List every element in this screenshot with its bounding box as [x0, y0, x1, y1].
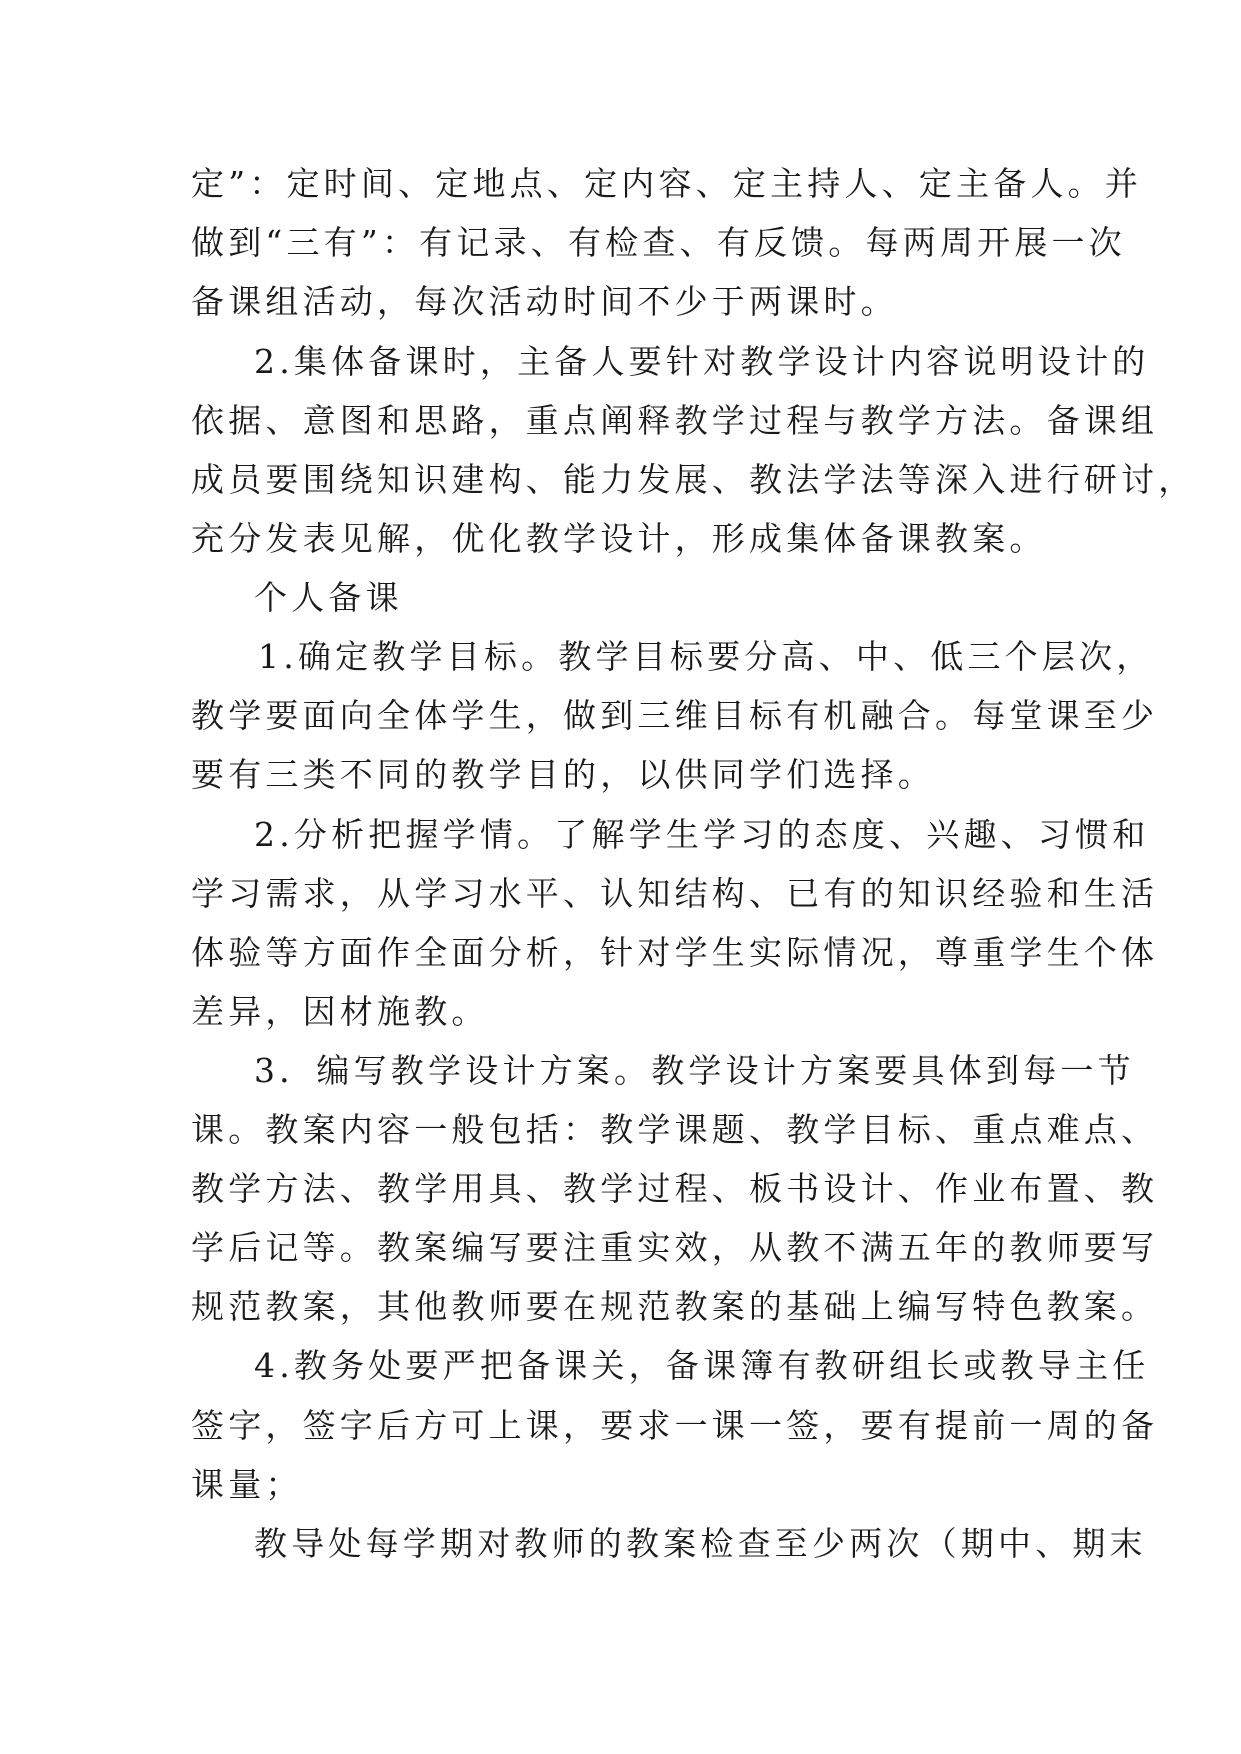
text-line-13: 学习需求，从学习水平、认知结构、已有的知识经验和生活 [191, 874, 1159, 913]
text-line-3: 备课组活动，每次活动时间不少于两课时。 [191, 282, 898, 321]
text-line-1: 定”：定时间、定地点、定内容、定主持人、定主备人。并 [191, 164, 1143, 203]
text-line-12: 2.分析把握学情。了解学生学习的态度、兴趣、习惯和 [254, 815, 1150, 854]
text-line-21: 4.教务处要严把备课关，备课簿有教研组长或教导主任 [254, 1346, 1150, 1385]
text-line-6: 成员要围绕知识建构、能力发展、教法学法等深入进行研讨， [191, 460, 1196, 499]
text-line-4: 2.集体备课时，主备人要针对教学设计内容说明设计的 [254, 342, 1150, 381]
text-line-9: 1.确定教学目标。教学目标要分高、中、低三个层次， [258, 637, 1154, 676]
text-line-18: 教学方法、教学用具、教学过程、板书设计、作业布置、教 [191, 1169, 1159, 1208]
text-line-5: 依据、意图和思路，重点阐释教学过程与教学方法。备课组 [191, 401, 1159, 440]
text-line-24: 教导处每学期对教师的教案检查至少两次（期中、期末 [254, 1524, 1147, 1563]
text-line-2: 做到“三有”：有记录、有检查、有反馈。每两周开展一次 [191, 223, 1126, 262]
text-line-22: 签字，签字后方可上课，要求一课一签，要有提前一周的备 [191, 1406, 1159, 1445]
text-line-23: 课量； [191, 1465, 303, 1504]
text-line-11: 要有三类不同的教学目的，以供同学们选择。 [191, 755, 935, 794]
text-line-17: 课。教案内容一般包括：教学课题、教学目标、重点难点、 [191, 1110, 1159, 1149]
section-heading: 个人备课 [254, 578, 403, 617]
text-line-14: 体验等方面作全面分析，针对学生实际情况，尊重学生个体 [191, 933, 1159, 972]
text-line-19: 学后记等。教案编写要注重实效，从教不满五年的教师要写 [191, 1228, 1159, 1267]
text-line-15: 差异，因材施教。 [191, 992, 489, 1031]
text-line-20: 规范教案，其他教师要在规范教案的基础上编写特色教案。 [191, 1287, 1159, 1326]
text-line-7: 充分发表见解，优化教学设计，形成集体备课教案。 [191, 519, 1047, 558]
text-line-10: 教学要面向全体学生，做到三维目标有机融合。每堂课至少 [191, 696, 1159, 735]
text-line-16: 3．编写教学设计方案。教学设计方案要具体到每一节 [254, 1051, 1135, 1090]
